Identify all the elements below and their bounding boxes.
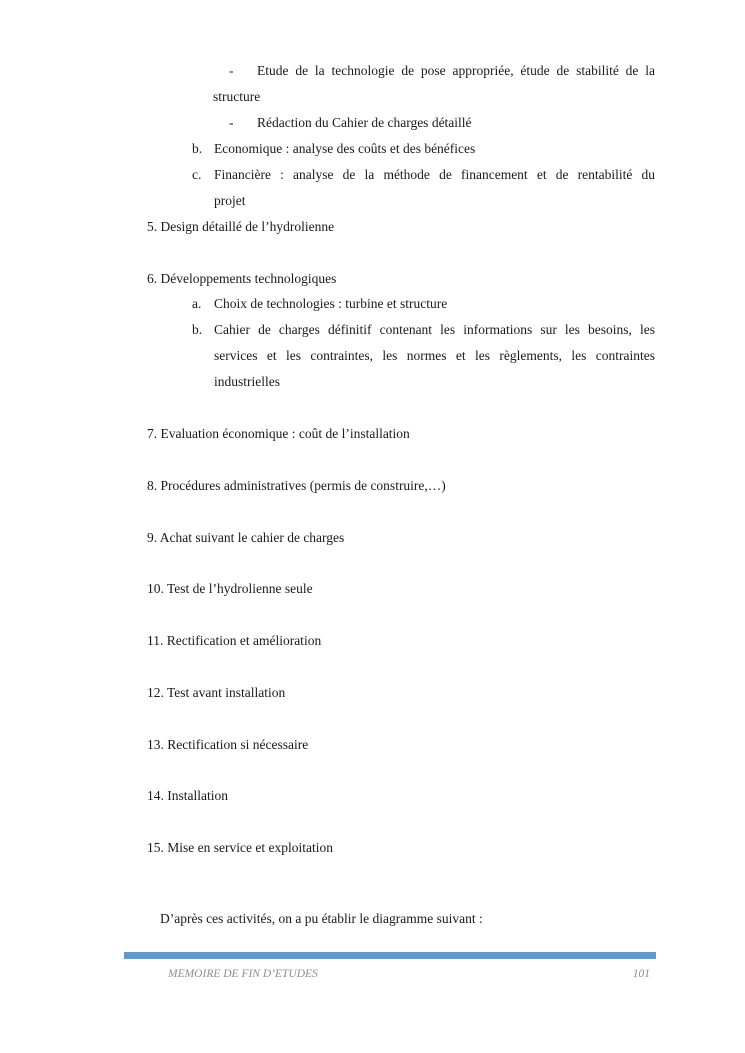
list-item-13: 13. Rectification si nécessaire — [147, 737, 309, 752]
footer-title: MEMOIRE DE FIN D’ETUDES — [168, 968, 318, 980]
list-item-15: 15. Mise en service et exploitation — [147, 840, 333, 855]
list-item-6b-cont: services et les contraintes, les normes et les règlements, les contraintes — [214, 348, 655, 363]
list-item-10: 10. Test de l’hydrolienne seule — [147, 581, 313, 596]
list-item-7: 7. Evaluation économique : coût de l’installation — [147, 426, 410, 441]
list-item-6a: Choix de technologies : turbine et structure — [214, 296, 448, 311]
list-marker: c. — [192, 167, 202, 182]
list-item-12: 12. Test avant installation — [147, 685, 286, 700]
page-number: 101 — [632, 968, 650, 980]
closing-paragraph: D’après ces activités, on a pu établir le diagramme suivant : — [160, 911, 483, 926]
list-item-14: 14. Installation — [147, 788, 228, 803]
list-item-4c: Financière : analyse de la méthode de financement et de rentabilité du — [214, 167, 655, 182]
dash-marker: - — [229, 115, 234, 130]
footer-divider — [124, 952, 656, 959]
list-item-4c-cont: projet — [214, 193, 246, 208]
list-item-5: 5. Design détaillé de l’hydrolienne — [147, 219, 335, 234]
list-item-6b: Cahier de charges définitif contenant les informations sur les besoins, les — [214, 322, 655, 337]
list-marker: b. — [192, 322, 203, 337]
dash-marker: - — [229, 63, 234, 78]
list-marker: a. — [192, 296, 202, 311]
list-item-6b-cont: industrielles — [214, 374, 280, 389]
list-item-11: 11. Rectification et amélioration — [147, 633, 322, 648]
sub-item-text: Etude de la technologie de pose appropriée, étude de stabilité de la — [257, 63, 655, 78]
list-item-4b: Economique : analyse des coûts et des bénéfices — [214, 141, 476, 156]
list-item-8: 8. Procédures administratives (permis de construire,…) — [147, 478, 446, 493]
sub-item-text: Rédaction du Cahier de charges détaillé — [257, 115, 472, 130]
list-item-9: 9. Achat suivant le cahier de charges — [147, 530, 345, 545]
list-marker: b. — [192, 141, 203, 156]
list-item-6: 6. Développements technologiques — [147, 271, 337, 286]
sub-item-text-cont: structure — [213, 89, 261, 104]
